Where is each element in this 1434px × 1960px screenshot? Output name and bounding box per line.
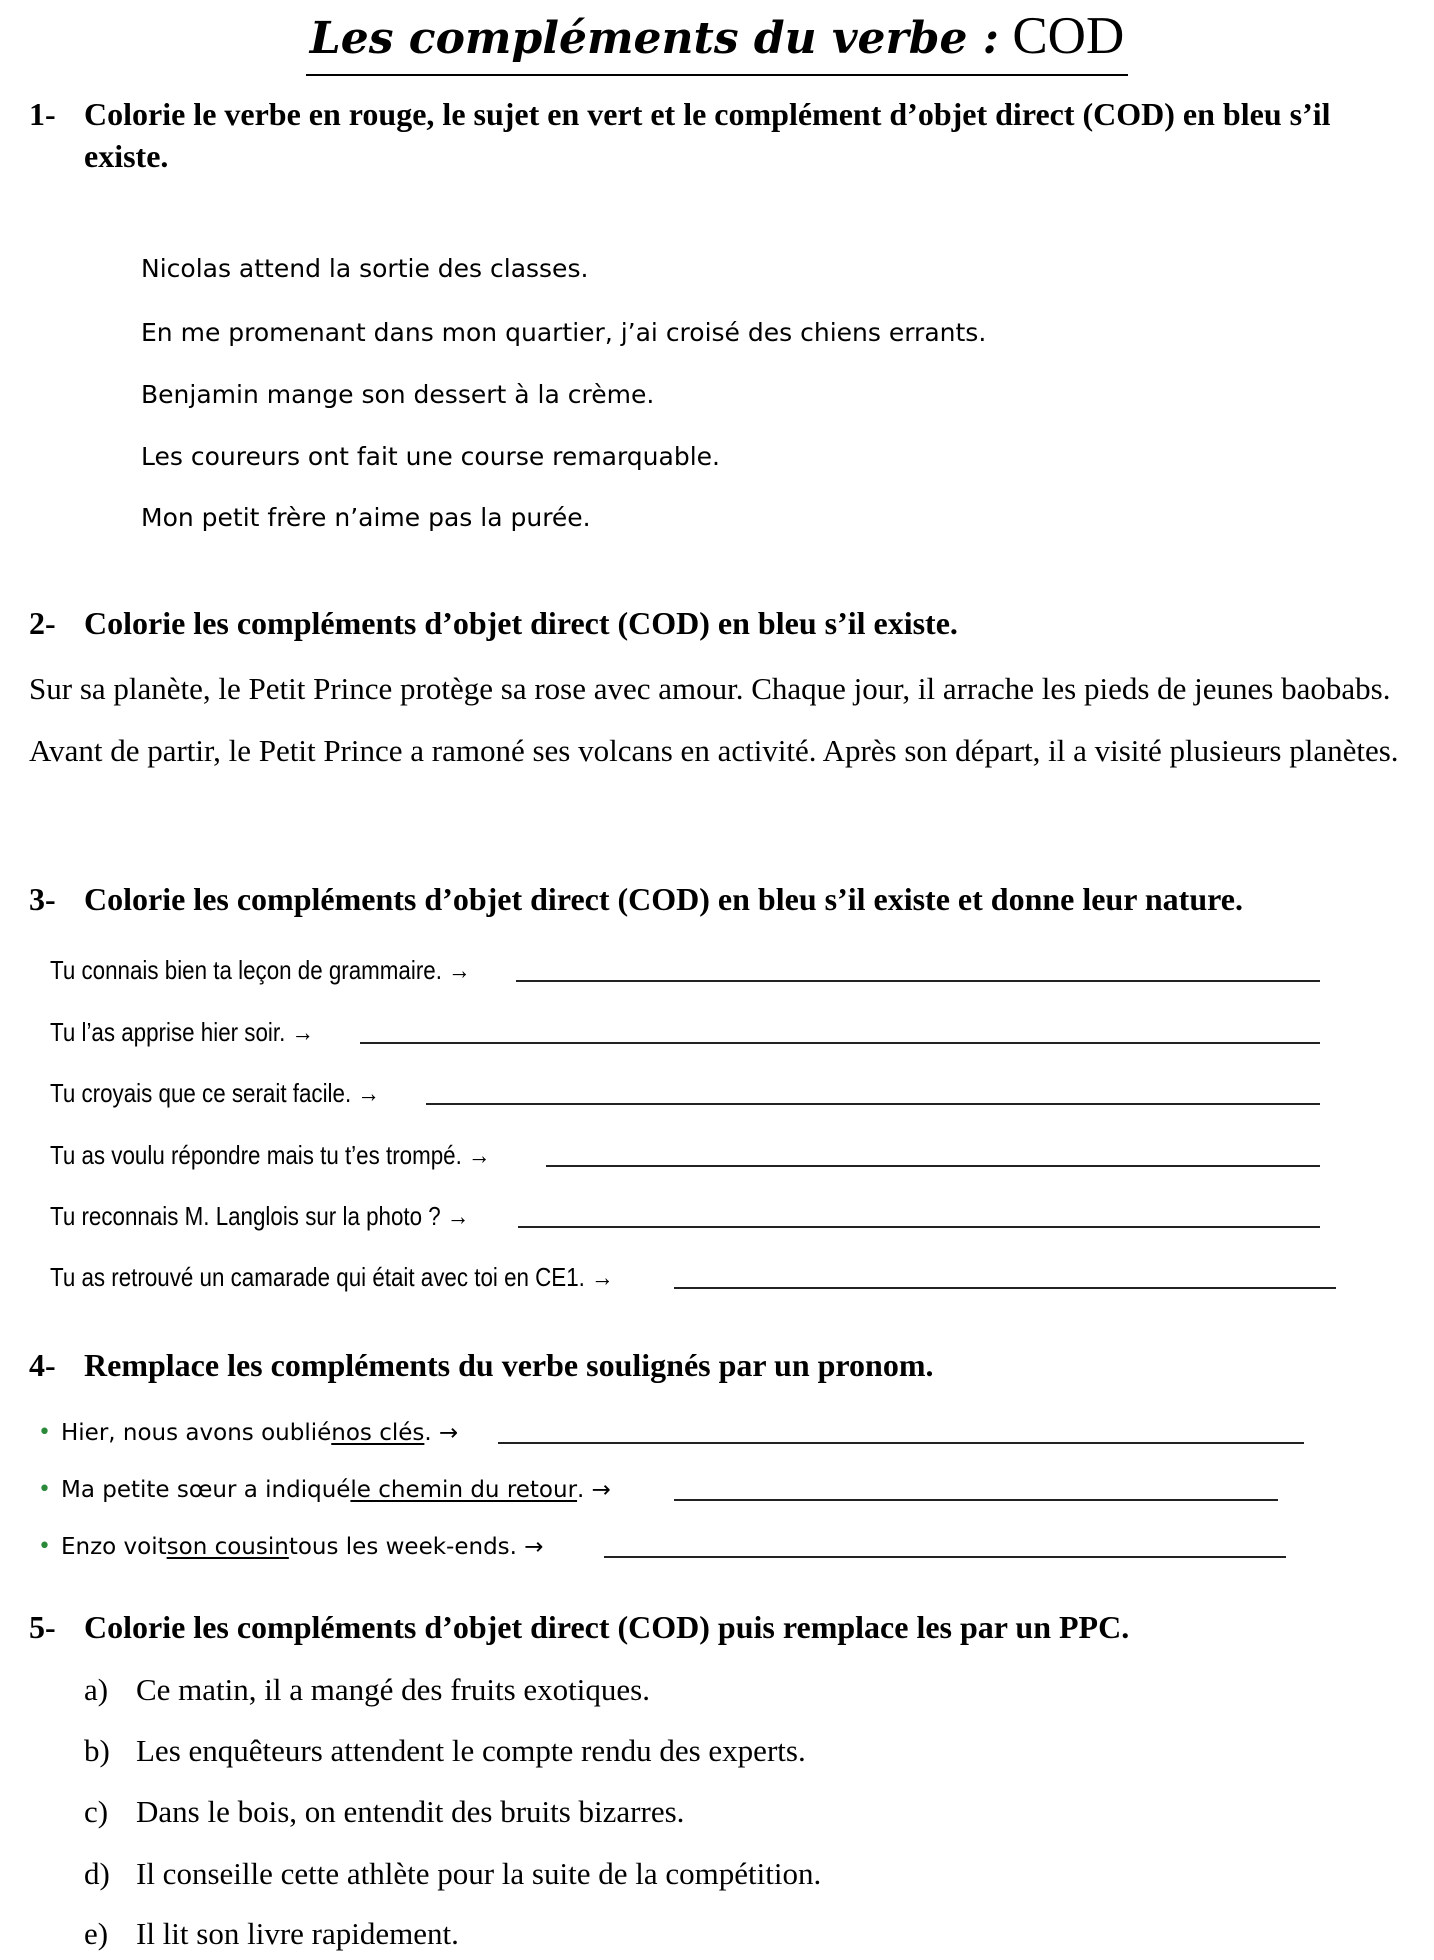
answer-line[interactable] <box>546 1165 1320 1167</box>
answer-line[interactable] <box>674 1499 1278 1501</box>
item-text-after: . → <box>577 1477 611 1503</box>
bullet-icon: • <box>38 1477 51 1502</box>
exercise-number: 1- <box>29 96 56 132</box>
item-text: Il lit son livre rapidement. <box>136 1916 459 1951</box>
exercise-3-row <box>50 1257 1336 1293</box>
title-script-part: Les compléments du verbe : <box>309 13 1000 64</box>
answer-line[interactable] <box>604 1556 1286 1558</box>
exercise-3-sentence: Tu croyais que ce serait facile. → <box>50 1078 380 1108</box>
exercise-4-item <box>38 1412 1304 1448</box>
exercise-5-instruction <box>29 1606 1389 1648</box>
exercise-1-sentence: Mon petit frère n’aime pas la purée. <box>141 503 591 532</box>
exercise-3-instruction <box>29 878 1429 920</box>
exercise-number: 5- <box>29 1609 56 1645</box>
exercise-2-paragraph: Sur sa planète, le Petit Prince protège sa rose avec amour. Chaque jour, il arrache les pieds de jeunes baobabs. Avant de partir, le Petit Prince a ramoné ses volcans en activité. Après son départ, il a visité plusieurs planètes. <box>29 671 1399 768</box>
answer-line[interactable] <box>516 980 1320 982</box>
item-letter: e) <box>84 1916 109 1951</box>
exercise-3-row <box>50 1135 1320 1171</box>
item-letter: d) <box>84 1856 110 1891</box>
exercise-3-row <box>50 1073 1320 1109</box>
page-title <box>0 4 1434 76</box>
exercise-5-item <box>84 1670 650 1710</box>
exercise-3-sentence: Tu reconnais M. Langlois sur la photo ? → <box>50 1201 470 1231</box>
answer-line[interactable] <box>674 1287 1336 1289</box>
exercise-1-sentence: Nicolas attend la sortie des classes. <box>141 254 589 283</box>
instruction-text: Colorie les compléments d’objet direct (COD) en bleu s’il existe. <box>84 605 958 641</box>
exercise-5-item <box>84 1854 821 1894</box>
answer-line[interactable] <box>498 1442 1304 1444</box>
exercise-number: 2- <box>29 605 56 641</box>
instruction-text: Remplace les compléments du verbe soulignés par un pronom. <box>84 1347 934 1383</box>
exercise-3-row <box>50 1012 1320 1048</box>
bullet-icon: • <box>38 1420 51 1445</box>
answer-line[interactable] <box>426 1103 1320 1105</box>
instruction-text: Colorie le verbe en rouge, le sujet en vert et le complément d’objet direct (COD) en bleu s’il existe. <box>84 96 1331 174</box>
exercise-4-item <box>38 1526 1286 1562</box>
exercise-5-item <box>84 1731 806 1771</box>
exercise-2-instruction <box>29 602 1389 644</box>
exercise-3-row <box>50 950 1320 986</box>
item-letter: c) <box>84 1794 109 1829</box>
item-text-before: Enzo voit <box>60 1534 167 1560</box>
exercise-5-item <box>84 1914 459 1954</box>
exercise-5-item <box>84 1792 684 1832</box>
exercise-1-sentence: Benjamin mange son dessert à la crème. <box>141 380 655 409</box>
underlined-complement: nos clés <box>331 1420 425 1446</box>
exercise-1-sentence: En me promenant dans mon quartier, j’ai croisé des chiens errants. <box>141 318 987 347</box>
answer-line[interactable] <box>518 1226 1320 1228</box>
exercise-1-instruction <box>29 93 1389 177</box>
item-text: Ce matin, il a mangé des fruits exotiques. <box>136 1672 650 1707</box>
instruction-text: Colorie les compléments d’objet direct (COD) puis remplace les par un PPC. <box>84 1609 1130 1645</box>
item-text: Les enquêteurs attendent le compte rendu des experts. <box>136 1733 806 1768</box>
title-cod-part: COD <box>1012 7 1125 65</box>
exercise-4-instruction <box>29 1344 1389 1386</box>
exercise-3-sentence: Tu connais bien ta leçon de grammaire. → <box>50 955 471 985</box>
item-text: Dans le bois, on entendit des bruits bizarres. <box>136 1794 685 1829</box>
exercise-3-sentence: Tu as voulu répondre mais tu t’es trompé. → <box>50 1140 491 1170</box>
exercise-3-sentence: Tu l’as apprise hier soir. → <box>50 1017 314 1047</box>
exercise-number: 3- <box>29 881 56 917</box>
item-letter: b) <box>84 1733 110 1768</box>
exercise-4-item <box>38 1469 1278 1505</box>
item-text-before: Ma petite sœur a indiqué <box>60 1477 351 1503</box>
exercise-1-sentence: Les coureurs ont fait une course remarquable. <box>141 442 720 471</box>
exercise-3-row <box>50 1196 1320 1232</box>
item-text-before: Hier, nous avons oublié <box>60 1420 332 1446</box>
answer-line[interactable] <box>360 1042 1320 1044</box>
underlined-complement: son cousin <box>166 1534 289 1560</box>
underlined-complement: le chemin du retour <box>350 1477 578 1503</box>
bullet-icon: • <box>38 1534 51 1559</box>
item-text-after: . → <box>424 1420 459 1446</box>
item-text: Il conseille cette athlète pour la suite de la compétition. <box>136 1856 822 1891</box>
item-text-after: tous les week-ends. → <box>288 1534 544 1560</box>
instruction-text: Colorie les compléments d’objet direct (COD) en bleu s’il existe et donne leur nature. <box>84 881 1243 917</box>
item-letter: a) <box>84 1672 109 1707</box>
exercise-3-sentence: Tu as retrouvé un camarade qui était avec toi en CE1. → <box>50 1262 614 1292</box>
exercise-number: 4- <box>29 1347 56 1383</box>
